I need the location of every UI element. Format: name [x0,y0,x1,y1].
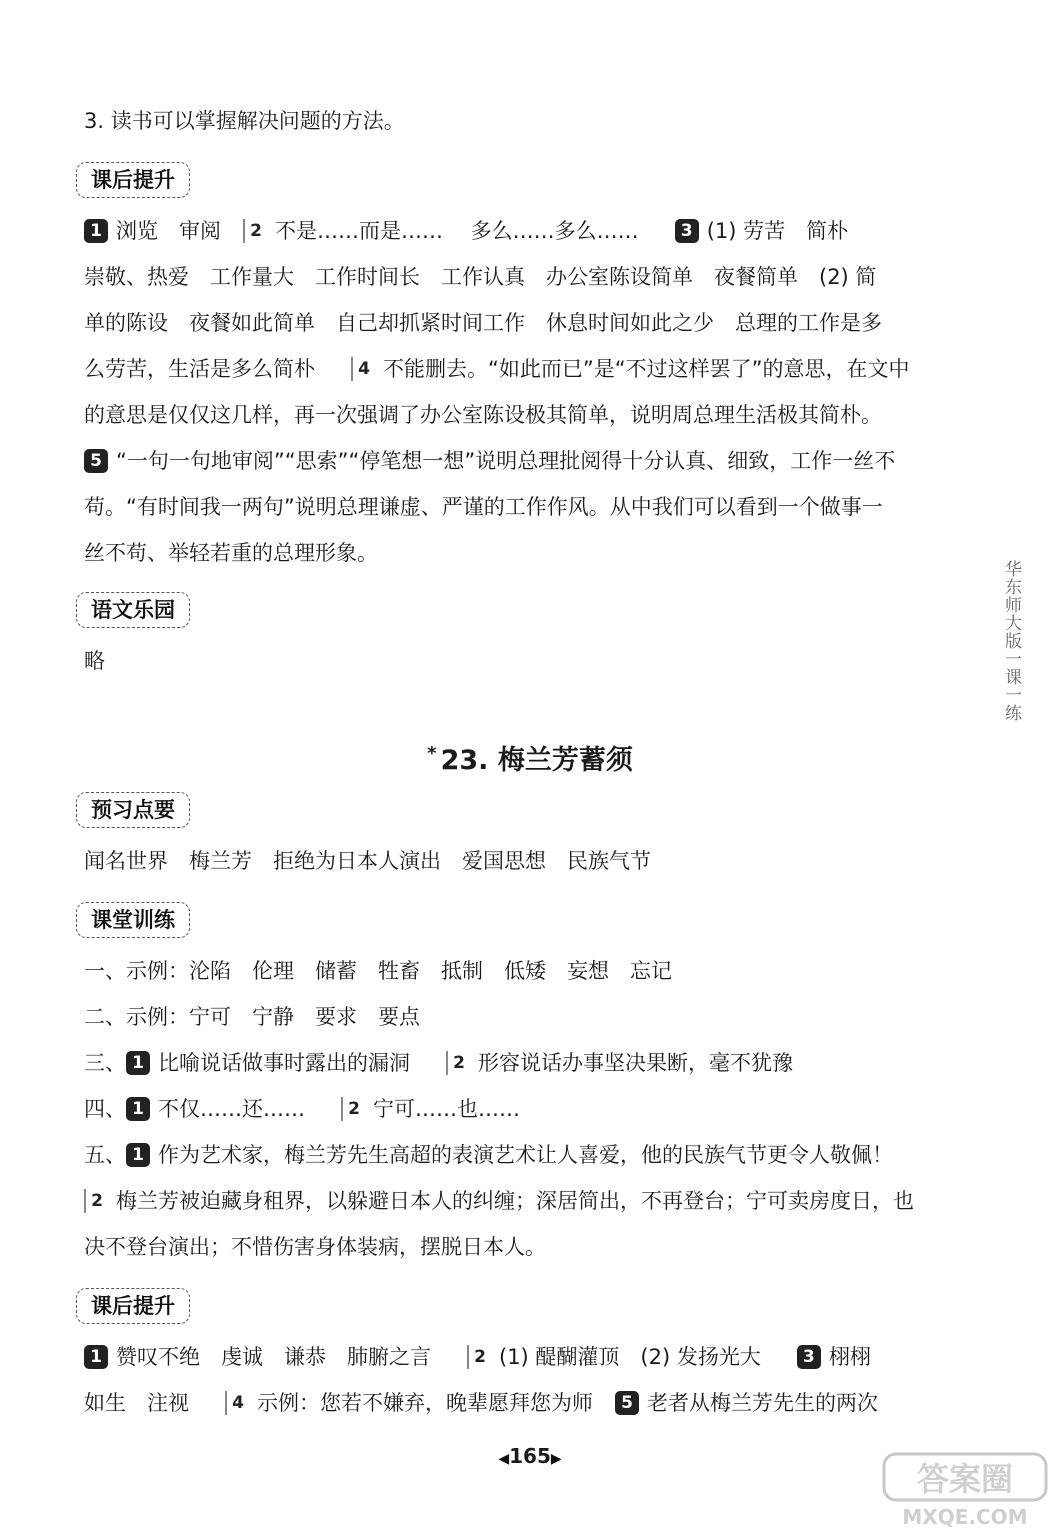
answer-line: 闻名世界 梅兰芳 拒绝为日本人演出 爱国思想 民族气节 [84,849,651,873]
answer-line: 如生 注视 4 示例：您若不嫌弃，晚辈愿拜您为师 5 老者从梅兰芳先生的两次 [84,1391,878,1415]
triangle-left-icon: ◀ [498,1451,510,1467]
answer-line: 苟。“有时间我一两句”说明总理谦虚、严谨的工作作风。从中我们可以看到一个做事一 [84,495,883,519]
question-number-badge: 1 [126,1097,150,1121]
section-label-after-class-1: 课后提升 [76,162,190,198]
answer-line: 1 赞叹不绝 虔诚 谦恭 肺腑之言 2 (1) 醍醐灌顶 (2) 发扬光大 3 栩栩 [84,1342,954,1372]
question-number-badge: 1 [84,219,108,243]
answer-line: 的意思是仅仅这几样，再一次强调了办公室陈设极其简单，说明周总理生活极其简朴。 [84,403,882,427]
question-number-badge: 5 [615,1391,639,1415]
answer-line: 二、示例：宁可 宁静 要求 要点 [84,1005,420,1029]
question-number-badge: 1 [84,1345,108,1369]
question-number-badge: 3 [797,1345,821,1369]
question-number-badge: 2 [243,219,267,243]
section-label-classroom: 课堂训练 [76,902,190,938]
question-number-badge: 3 [675,219,699,243]
question-number-badge: 2 [341,1097,365,1121]
question-number-badge: 1 [126,1143,150,1167]
answer-line: 三、 1 比喻说话做事时露出的漏洞 2 形容说话办事坚决果断，毫不犹豫 [84,1051,793,1075]
question-number-badge: 5 [84,449,108,473]
answer-line: 崇敬、热爱 工作量大 工作时间长 工作认真 办公室陈设简单 夜餐简单 (2) 简 [84,265,877,289]
answer-line: 丝不苟、举轻若重的总理形象。 [84,541,378,565]
watermark-text: 答案圈 [916,1460,1014,1498]
answer-line: 5 “一句一句地审阅”“思索”“停笔想一想”说明总理批阅得十分认真、细致，工作一丝不 [84,446,954,476]
question-number-badge: 1 [126,1051,150,1075]
question-number-badge: 2 [84,1189,108,1213]
lesson-title: * 23. 梅兰芳蓄须 [427,743,633,776]
answer-line: 3. 读书可以掌握解决问题的方法。 [84,109,405,133]
question-number-badge: 2 [467,1345,491,1369]
section-label-after-class-2: 课后提升 [76,1288,190,1324]
triangle-right-icon: ▶ [550,1451,562,1467]
answer-line: 略 [84,649,105,673]
question-number-badge: 2 [446,1051,470,1075]
answer-line: 决不登台演出；不惜伤害身体装病，摆脱日本人。 [84,1235,546,1259]
answer-line: 么劳苦，生活是多么简朴 4 不能删去。“如此而已”是“不过这样罢了”的意思，在文中 [84,357,910,381]
answer-line: 四、 1 不仅……还…… 2 宁可……也…… [84,1097,520,1121]
watermark-url: MXQE.COM [902,1505,1028,1529]
page-number: ◀165▶ [498,1444,562,1468]
watermark-logo [880,1448,1050,1530]
answer-line: 五、 1 作为艺术家，梅兰芳先生高超的表演艺术让人喜爱，他的民族气节更令人敬佩！ [84,1143,893,1167]
answer-line: 1 浏览 审阅 2 不是……而是…… 多么……多么…… 3 (1) 劳苦 简朴 [84,216,954,246]
answer-line: 一、示例：沦陷 伦理 储蓄 牲畜 抵制 低矮 妄想 忘记 [84,959,672,983]
section-label-preview: 预习点要 [76,792,190,828]
answer-line: 单的陈设 夜餐如此简单 自己却抓紧时间工作 休息时间如此之少 总理的工作是多 [84,311,882,335]
answer-line: 2 梅兰芳被迫藏身租界，以躲避日本人的纠缠；深居简出，不再登台；宁可卖房度日，也 [84,1186,954,1216]
question-number-badge: 4 [351,357,375,381]
side-book-title: 华东师大版一课一练 [1001,560,1021,722]
question-number-badge: 4 [225,1391,249,1415]
section-label-chinese-garden: 语文乐园 [76,592,190,628]
